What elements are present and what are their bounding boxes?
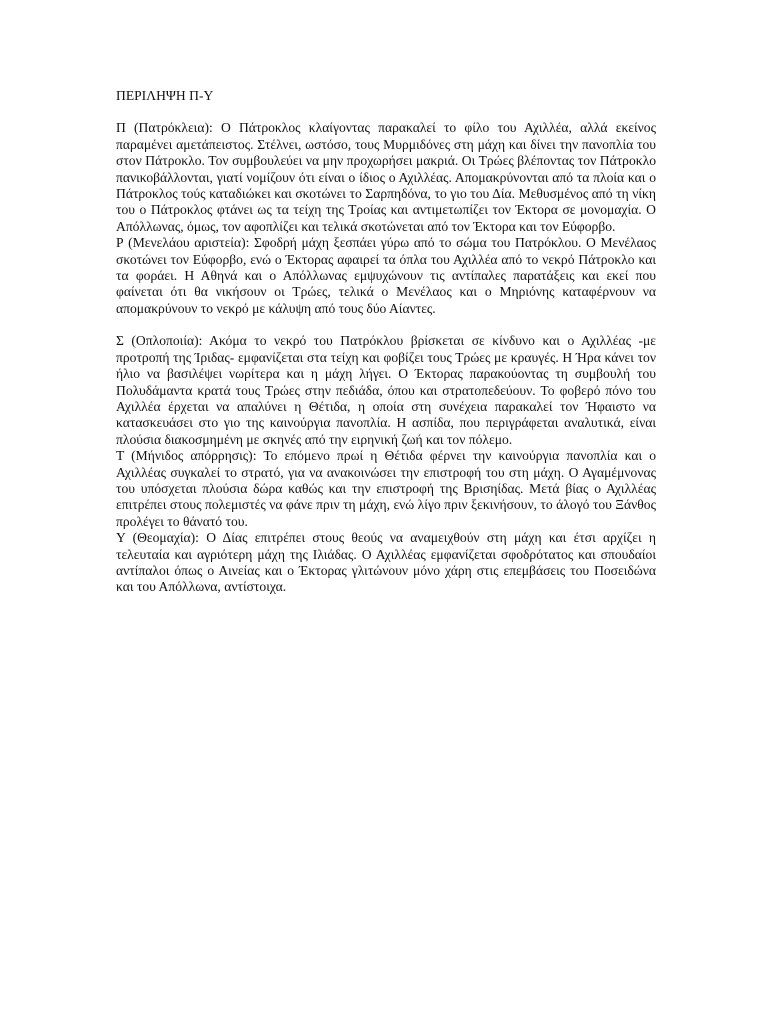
document-page: [116, 88, 656, 596]
paragraph-sigma: Σ (Οπλοποιία): Ακόμα το νεκρό του Πατρόκλου βρίσκεται σε κίνδυνο και ο Αχιλλέας -με προτροπή της Ίριδας- εμφανίζεται στα τείχη και φοβίζει τους Τρώες με κραυγές. Η Ήρα κάνει τον ήλιο να βασιλέψει νωρίτερα και η μάχη λήγει. Ο Έκτορας παρακούοντας τη συμβουλή του Πολυδάμαντα κρατά τους Τρώες στην πεδιάδα, όπου και στρατοπεδεύουν. Το φοβερό πόνο του Αχιλλέα έρχεται να απαλύνει η Θέτιδα, η οποία στη συνέχεια παρακαλεί τον Ήφαιστο να κατασκευάσει στο γιο της καινούργια πανοπλία. Η ασπίδα, που περιγράφεται αναλυτικά, είναι πλούσια διακοσμημένη με σκηνές από την ειρηνική ζωή και τον πόλεμο.: [116, 333, 656, 447]
paragraph-rho: Ρ (Μενελάου αριστεία): Σφοδρή μάχη ξεσπάει γύρω από το σώμα του Πατρόκλου. Ο Μενέλαος σκοτώνει τον Εύφορβο, ενώ ο Έκτορας αφαιρεί τα όπλα του Αχιλλέα από το νεκρό Πάτροκλο και τα φοράει. Η Αθηνά και ο Απόλλωνας εμψυχώνουν τις αντίπαλες παρατάξεις και εκεί που φαίνεται ότι θα νικήσουν οι Τρώες, τελικά ο Μενέλαος και ο Μηριόνης καταφέρνουν να απομακρύνουν το νεκρό με κάλυψη από τους δύο Αίαντες.: [116, 235, 656, 316]
document-title: ΠΕΡΙΛΗΨΗ Π-Υ: [116, 88, 214, 103]
paragraph-tau: Τ (Μήνιδος απόρρησις): Το επόμενο πρωί η Θέτιδα φέρνει την καινούργια πανοπλία και ο Αχιλλέας συγκαλεί το στρατό, για να ανακοινώσει την επιστροφή του στη μάχη. Ο Αγαμέμνονας του υπόσχεται πλούσια δώρα καθώς και την επιστροφή της Βρισηίδας. Μετά βίας ο Αχιλλέας επιτρέπει στους πολεμιστές να φάνε πριν τη μάχη, ενώ λίγο πριν ξεκινήσουν, το άλογό του Ξάνθος προλέγει το θάνατό του.: [116, 448, 656, 529]
paragraph-upsilon: Υ (Θεομαχία): Ο Δίας επιτρέπει στους θεούς να αναμειχθούν στη μάχη και έτσι αρχίζει η τελευταία και αγριότερη μάχη της Ιλιάδας. Ο Αχιλλέας εμφανίζεται σφοδρότατος και σπουδαίοι αντίπαλοι όπως ο Αινείας και ο Έκτορας γλιτώνουν μόνο χάρη στις επεμβάσεις του Ποσειδώνα και του Απόλλωνα, αντίστοιχα.: [116, 530, 656, 595]
paragraph-pi: Π (Πατρόκλεια): Ο Πάτροκλος κλαίγοντας παρακαλεί το φίλο του Αχιλλέα, αλλά εκείνος παραμένει αμετάπειστος. Στέλνει, ωστόσο, τους Μυρμιδόνες στη μάχη και δίνει την πανοπλία του στον Πάτροκλο. Τον συμβουλεύει να μην προχωρήσει μακριά. Οι Τρώες βλέποντας τον Πάτροκλο πανικοβάλλονται, γιατί νομίζουν ότι είναι ο ίδιος ο Αχιλλέας. Απομακρύνονται από τα πλοία και ο Πάτροκλος τούς καταδιώκει και σκοτώνει το Σαρπηδόνα, το γιο του Δία. Μεθυσμένος από τη νίκη του ο Πάτροκλος φτάνει ως τα τείχη της Τροίας και αντιμετωπίζει τον Έκτορα σε μονομαχία. Ο Απόλλωνας, όμως, τον αφοπλίζει και τελικά σκοτώνεται από τον Έκτορα και τον Εύφορβο.: [116, 120, 656, 234]
